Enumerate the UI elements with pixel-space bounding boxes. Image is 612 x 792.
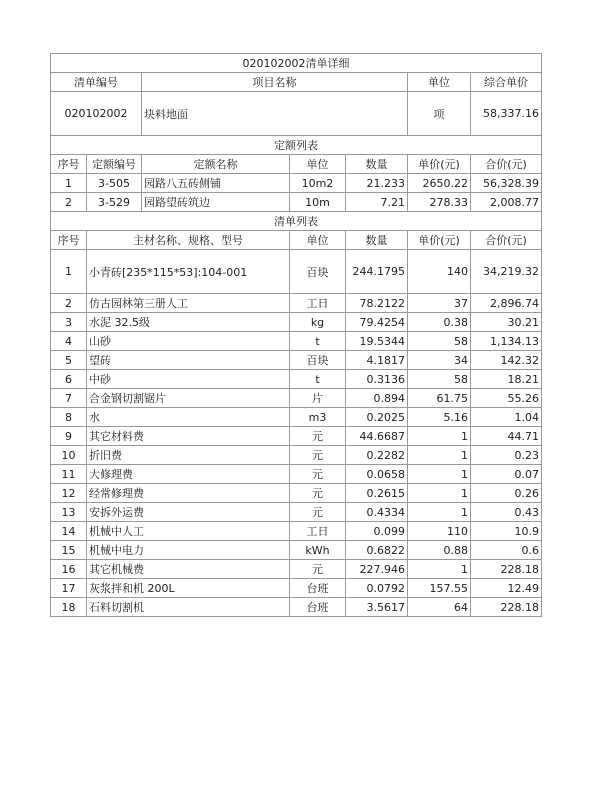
material-total: 34,219.32	[471, 250, 542, 294]
material-unit: 片	[290, 389, 346, 408]
material-name: 大修理费	[87, 465, 290, 484]
material-header-price: 单价(元)	[408, 231, 471, 250]
material-no: 1	[51, 250, 87, 294]
quota-header-code: 定额编号	[87, 155, 142, 174]
quota-price: 2650.22	[408, 174, 471, 193]
material-unit: 元	[290, 465, 346, 484]
material-unit: t	[290, 332, 346, 351]
material-no: 5	[51, 351, 87, 370]
material-qty: 0.2025	[346, 408, 408, 427]
quota-header-total: 合价(元)	[471, 155, 542, 174]
material-no: 2	[51, 294, 87, 313]
material-no: 8	[51, 408, 87, 427]
material-qty: 3.5617	[346, 598, 408, 617]
material-header-row	[51, 231, 542, 250]
material-total: 1.04	[471, 408, 542, 427]
bill-row	[51, 92, 542, 136]
quota-header-qty: 数量	[346, 155, 408, 174]
material-total: 30.21	[471, 313, 542, 332]
material-price: 1	[408, 503, 471, 522]
material-total: 44.71	[471, 427, 542, 446]
bill-unit: 项	[408, 92, 471, 136]
material-qty: 0.0658	[346, 465, 408, 484]
material-qty: 244.1795	[346, 250, 408, 294]
material-qty: 0.2282	[346, 446, 408, 465]
bill-header-row	[51, 73, 542, 92]
material-price: 0.88	[408, 541, 471, 560]
title-row	[51, 54, 542, 73]
material-total: 0.23	[471, 446, 542, 465]
quota-total: 2,008.77	[471, 193, 542, 212]
material-name: 望砖	[87, 351, 290, 370]
header-bill-code: 清单编号	[51, 73, 142, 92]
material-total: 0.43	[471, 503, 542, 522]
material-header-name: 主材名称、规格、型号	[87, 231, 290, 250]
material-name: 石料切割机	[87, 598, 290, 617]
material-header-no: 序号	[51, 231, 87, 250]
material-row	[51, 332, 542, 351]
material-no: 16	[51, 560, 87, 579]
material-total: 228.18	[471, 560, 542, 579]
bill-detail-table	[50, 53, 542, 617]
material-price: 1	[408, 427, 471, 446]
material-name: 其它机械费	[87, 560, 290, 579]
material-total: 12.49	[471, 579, 542, 598]
material-name: 水	[87, 408, 290, 427]
material-name: 仿古园林第三册人工	[87, 294, 290, 313]
material-price: 1	[408, 446, 471, 465]
material-total: 55.26	[471, 389, 542, 408]
material-row	[51, 503, 542, 522]
material-name: 折旧费	[87, 446, 290, 465]
material-unit: kWh	[290, 541, 346, 560]
material-qty: 44.6687	[346, 427, 408, 446]
material-price: 1	[408, 560, 471, 579]
material-no: 17	[51, 579, 87, 598]
material-no: 6	[51, 370, 87, 389]
quota-no: 2	[51, 193, 87, 212]
material-unit: 工日	[290, 522, 346, 541]
material-total: 228.18	[471, 598, 542, 617]
quota-header-no: 序号	[51, 155, 87, 174]
header-unit-price: 综合单价	[471, 73, 542, 92]
material-total: 0.26	[471, 484, 542, 503]
material-unit: kg	[290, 313, 346, 332]
material-name: 经常修理费	[87, 484, 290, 503]
material-qty: 0.0792	[346, 579, 408, 598]
material-row	[51, 541, 542, 560]
material-qty: 0.4334	[346, 503, 408, 522]
material-price: 1	[408, 484, 471, 503]
material-total: 0.07	[471, 465, 542, 484]
material-qty: 0.894	[346, 389, 408, 408]
quota-header-row	[51, 155, 542, 174]
material-row	[51, 579, 542, 598]
material-price: 0.38	[408, 313, 471, 332]
quota-header-unit: 单位	[290, 155, 346, 174]
material-qty: 19.5344	[346, 332, 408, 351]
material-name: 机械中电力	[87, 541, 290, 560]
material-header-total: 合价(元)	[471, 231, 542, 250]
material-unit: m3	[290, 408, 346, 427]
material-row	[51, 351, 542, 370]
material-row	[51, 313, 542, 332]
material-unit: t	[290, 370, 346, 389]
material-row	[51, 484, 542, 503]
material-qty: 227.946	[346, 560, 408, 579]
quota-row	[51, 174, 542, 193]
material-no: 13	[51, 503, 87, 522]
material-name: 小青砖[235*115*53]:104-001	[87, 250, 290, 294]
material-price: 5.16	[408, 408, 471, 427]
material-price: 157.55	[408, 579, 471, 598]
quota-code: 3-529	[87, 193, 142, 212]
material-no: 18	[51, 598, 87, 617]
quota-row	[51, 193, 542, 212]
bill-price: 58,337.16	[471, 92, 542, 136]
material-unit: 百块	[290, 351, 346, 370]
material-price: 110	[408, 522, 471, 541]
material-price: 58	[408, 332, 471, 351]
material-no: 9	[51, 427, 87, 446]
bill-code: 020102002	[51, 92, 142, 136]
quota-name: 园路八五砖侧铺	[142, 174, 290, 193]
material-name: 合金钢切割锯片	[87, 389, 290, 408]
material-name: 安拆外运费	[87, 503, 290, 522]
material-unit: 元	[290, 446, 346, 465]
material-unit: 台班	[290, 598, 346, 617]
material-price: 37	[408, 294, 471, 313]
material-qty: 0.2615	[346, 484, 408, 503]
header-item-name: 项目名称	[142, 73, 408, 92]
material-row	[51, 408, 542, 427]
material-price: 61.75	[408, 389, 471, 408]
material-row	[51, 446, 542, 465]
material-row	[51, 370, 542, 389]
quota-qty: 21.233	[346, 174, 408, 193]
material-price: 140	[408, 250, 471, 294]
quota-qty: 7.21	[346, 193, 408, 212]
material-total: 0.6	[471, 541, 542, 560]
quota-code: 3-505	[87, 174, 142, 193]
material-qty: 78.2122	[346, 294, 408, 313]
material-no: 12	[51, 484, 87, 503]
material-unit: 元	[290, 427, 346, 446]
material-name: 机械中人工	[87, 522, 290, 541]
material-row	[51, 465, 542, 484]
material-unit: 元	[290, 503, 346, 522]
material-row	[51, 427, 542, 446]
material-no: 11	[51, 465, 87, 484]
material-total: 1,134.13	[471, 332, 542, 351]
material-row	[51, 522, 542, 541]
quota-header-name: 定额名称	[142, 155, 290, 174]
material-price: 1	[408, 465, 471, 484]
material-unit: 工日	[290, 294, 346, 313]
quota-section-title: 定额列表	[51, 136, 542, 155]
material-row	[51, 294, 542, 313]
material-total: 18.21	[471, 370, 542, 389]
material-row	[51, 250, 542, 294]
material-price: 64	[408, 598, 471, 617]
material-total: 142.32	[471, 351, 542, 370]
quota-unit: 10m	[290, 193, 346, 212]
material-no: 14	[51, 522, 87, 541]
material-name: 灰浆拌和机 200L	[87, 579, 290, 598]
material-name: 中砂	[87, 370, 290, 389]
header-unit: 单位	[408, 73, 471, 92]
material-unit: 元	[290, 484, 346, 503]
material-no: 10	[51, 446, 87, 465]
material-section-row	[51, 212, 542, 231]
material-no: 15	[51, 541, 87, 560]
material-no: 4	[51, 332, 87, 351]
quota-no: 1	[51, 174, 87, 193]
material-qty: 0.6822	[346, 541, 408, 560]
material-row	[51, 560, 542, 579]
material-header-unit: 单位	[290, 231, 346, 250]
quota-unit: 10m2	[290, 174, 346, 193]
material-qty: 0.3136	[346, 370, 408, 389]
material-unit: 元	[290, 560, 346, 579]
quota-section-row	[51, 136, 542, 155]
quota-total: 56,328.39	[471, 174, 542, 193]
material-header-qty: 数量	[346, 231, 408, 250]
material-total: 10.9	[471, 522, 542, 541]
material-price: 58	[408, 370, 471, 389]
material-no: 3	[51, 313, 87, 332]
material-unit: 台班	[290, 579, 346, 598]
material-name: 山砂	[87, 332, 290, 351]
material-unit: 百块	[290, 250, 346, 294]
material-name: 水泥 32.5级	[87, 313, 290, 332]
material-name: 其它材料费	[87, 427, 290, 446]
material-total: 2,896.74	[471, 294, 542, 313]
quota-name: 园路望砖筑边	[142, 193, 290, 212]
material-qty: 79.4254	[346, 313, 408, 332]
material-qty: 4.1817	[346, 351, 408, 370]
table-title: 020102002清单详细	[51, 54, 542, 73]
material-row	[51, 389, 542, 408]
bill-name: 块料地面	[142, 92, 408, 136]
material-qty: 0.099	[346, 522, 408, 541]
material-section-title: 清单列表	[51, 212, 542, 231]
material-no: 7	[51, 389, 87, 408]
quota-price: 278.33	[408, 193, 471, 212]
quota-header-price: 单价(元)	[408, 155, 471, 174]
material-price: 34	[408, 351, 471, 370]
material-row	[51, 598, 542, 617]
